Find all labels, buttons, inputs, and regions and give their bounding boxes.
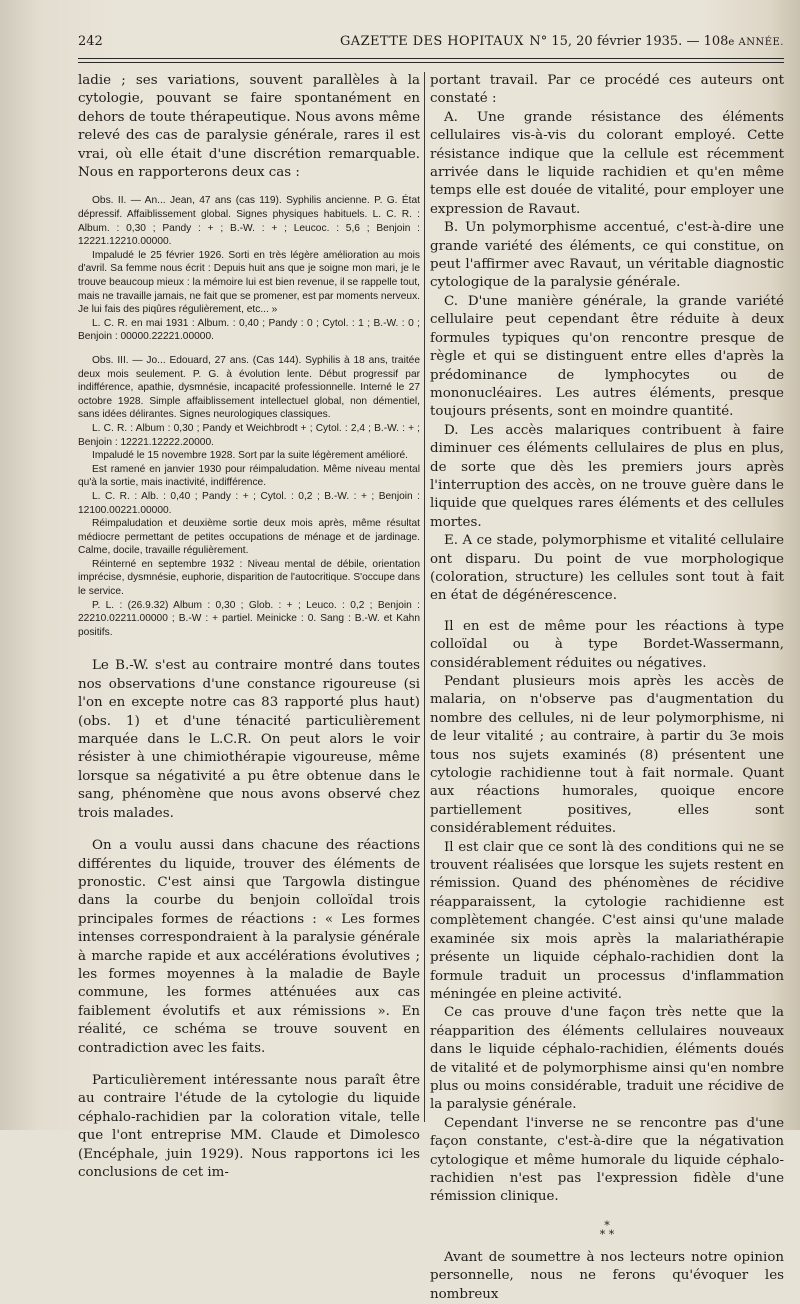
paragraph-r1: portant travail. Par ce procédé ces auteurs ont constaté : <box>430 73 784 107</box>
observation-2-treatment: Impaludé le 25 février 1926. Sorti en très légère amélioration au mois d'avril. Sa femme nous écrit : Depuis huit ans que je soigne mon mari, je le trouve beaucoup mieux : la mémoire lui est bien revenue, il se rappelle tout, mais ne travaille jamais, ne fait que se promener, est par moments nerveux. Je lui fais des piqûres régulièrement, etc... » <box>78 249 421 316</box>
paragraph-inverse: Cependant l'inverse ne se rencontre pas d'une façon constante, c'est-à-dire que la négativation cytologique et même humorale du liquide céphalo-rachidien n'est pas l'expression fidèle d'une rémission clinique. <box>430 1115 784 1205</box>
observation-2-intro: Obs. II. — An... Jean, 47 ans (cas 119). Syphilis ancienne. P. G. État dépressif. Affaiblissement global. Signes physiques habituels. L. C. R. : Album. : 0,30 ; Pandy : + ; B.-W. : + ; Leucoc. : 5,6 ; Benjoin : 12221.12210.00000. <box>78 195 420 248</box>
observation-3-csf-1: L. C. R. : Album : 0,30 ; Pandy et Weichbrodt + ; Cytol. : 2,4 ; B.-W. : + ; Benjoin : 12221.12222.20000. <box>78 422 420 448</box>
observation-3-reimpaludation: Réimpaludation et deuxième sortie deux mois après, même résultat médiocre permettant de petites occupations de ménage et de jardinage. Calme, docile, travaille régulièrement. <box>78 518 420 557</box>
conclusion-c: C. D'une manière générale, la grande variété cellulaire peut cependant être réduite à deux formules typiques qu'on rencontre presque de règle et qui se distinguent entre elles d'après la prédominance de lymphocytes ou de mononucléaires. Les autres éléments, presque toujours présents, sont en moindre quantité. <box>430 293 784 420</box>
observation-3-reinternment: Réinterné en septembre 1932 : Niveau mental de débile, orientation imprécise, dysmnésie, euphorie, disparition de l'autocritique. S'occupe dans le service. <box>78 558 420 598</box>
issue-year: e ANNÉE. <box>728 37 784 48</box>
issue-info <box>529 34 784 49</box>
section-separator-stars: * * * <box>599 1218 615 1241</box>
page-number: 242 <box>78 34 103 49</box>
left-column <box>78 72 420 1182</box>
paragraph-cytologie: Particulièrement intéressante nous paraît être au contraire l'étude de la cytologie du liquide céphalo-rachidien par la coloration vitale, telle que l'ont entreprise MM. Claude et Dimolesco (Encéphale, juin 1929). Nous rapportons ici les conclusions de cet im- <box>78 1072 420 1180</box>
conclusion-a: A. Une grande résistance des éléments cellulaires vis-à-vis du colorant employé. Cette résistance indique que la cellule est récemment arrivée dans le liquide rachidien et qu'en même temps elle est douée de vitalité, pour employer une expression de Ravaut. <box>430 109 784 217</box>
publication-title: GAZETTE DES HOPITAUX <box>340 34 524 49</box>
issue-date: N° 15, 20 février 1935. — 108 <box>529 34 729 49</box>
header-rule-top <box>78 58 784 59</box>
observation-3-treatment: Impaludé le 15 novembre 1928. Sort par la suite légèrement amélioré. <box>92 450 408 462</box>
paragraph-reactions: Il en est de même pour les réactions à type colloïdal ou à type Bordet-Wassermann, considérablement réduites ou négatives. <box>430 618 784 671</box>
observation-3-return: Est ramené en janvier 1930 pour réimpaludation. Même niveau mental qu'à la sortie, mais inactivité, indifférence. <box>78 463 420 489</box>
paragraph-bw-constance: Le B.-W. s'est au contraire montré dans toutes nos observations d'une constance rigoureuse (si l'on en excepte notre cas 83 rapporté plus haut) (obs. 1) et d'une ténacité particulièrement marquée dans le L.C.R. On peut alors le voir résister à une chimiothérapie vigoureuse, même lorsque sa négativité a pu être obtenue dans le sang, phénomène que nous avons observé chez trois malades. <box>78 658 420 821</box>
page-header <box>78 30 784 54</box>
paragraph-pronostic: On a voulu aussi dans chacune des réactions différentes du liquide, trouver des éléments de pronostic. C'est ainsi que Targowla distingue dans la courbe du benjoin colloïdal trois principales formes de réactions : « Les formes intenses correspondraient à la paralysie générale à marche rapide et aux accélérations évolutives ; les formes moyennes à la maladie de Bayle commune, les formes atténuées aux cas faiblement évolutifs et aux rémissions ». En réalité, ce schéma se trouve souvent en contradiction avec les faits. <box>78 838 420 1056</box>
observation-2-csf: L. C. R. en mai 1931 : Album. : 0,40 ; Pandy : 0 ; Cytol. : 1 ; B.-W. : 0 ; Benjoin : 00000.22221.00000. <box>78 317 420 343</box>
paragraph-remission: Il est clair que ce sont là des conditions qui ne se trouvent réalisées que lorsque les sujets restent en rémission. Quand des phénomènes de récidive réapparaissent, la cytologie rachidienne est complètement changée. C'est ainsi qu'une malade examinée six mois après la malariathérapie présente un liquide céphalo-rachidien dont la formule traduit un processus d'inflammation méningée en pleine activité. <box>430 839 784 1002</box>
header-rule-bottom <box>78 62 784 63</box>
observation-3-intro: Obs. III. — Jo... Edouard, 27 ans. (Cas 144). Syphilis à 18 ans, traitée deux mois seulement. P. G. à évolution lente. Début progressif par indifférence, apathie, dysmnésie, incapacité professionnelle. Interné le 27 octobre 1928. Simple affaiblissement intellectuel global, non démentiel, sans idées délirantes. Signes neurologiques classiques. <box>78 354 420 421</box>
paragraph-l1: ladie ; ses variations, souvent parallèles à la cytologie, pouvant se faire spontanément en dehors de toute thérapeutique. Nous avons même relevé des cas de paralysie générale, rares il est vrai, où elle était d'une discrétion remarquable. Nous en rapporterons deux cas : <box>78 73 420 181</box>
column-divider <box>424 72 425 1122</box>
observation-3-csf-2: L. C. R. : Alb. : 0,40 ; Pandy : + ; Cytol. : 0,2 ; B.-W. : + ; Benjoin : 12100.00221.00000. <box>78 490 420 516</box>
right-column <box>430 72 784 1304</box>
paragraph-malaria: Pendant plusieurs mois après les accès de malaria, on n'observe pas d'augmentation du nombre des cellules, ni de leur polymorphisme, ni de leur vitalité ; au contraire, à partir du 3e mois tous nos sujets examinés (8) présentent une cytologie rachidienne tout à fait normale. Quant aux réactions humorales, quoique encore partiellement positives, elles sont considérablement réduites. <box>430 674 784 837</box>
conclusion-e: E. A ce stade, polymorphisme et vitalité cellulaire ont disparu. Du point de vue morphologique (coloration, structure) les cellules sont tout à fait en état de dégénérescence. <box>430 533 784 604</box>
conclusion-b: B. Un polymorphisme accentué, c'est-à-dire une grande variété des éléments, ce qui constitue, on peut l'affirmer avec Ravaut, un véritable diagnostic cytologique de la paralysie générale. <box>430 220 784 291</box>
paragraph-recidive: Ce cas prouve d'une façon très nette que la réapparition des éléments cellulaires nouveaux dans le liquide céphalo-rachidien, éléments doués de vitalité et de polymorphisme ainsi qu'en nombre plus ou moins considérable, traduit une récidive de la paralysie générale. <box>430 1005 784 1113</box>
observation-3-puncture: P. L. : (26.9.32) Album : 0,30 ; Glob. : + ; Leuco. : 0,2 ; Benjoin : 22210.02211.00000 ; B.-W : + partiel. Meinicke : 0. Sang : B.-W. et Kahn positifs. <box>78 599 420 638</box>
conclusion-d: D. Les accès malariques contribuent à faire diminuer ces éléments cellulaires de plus en plus, de sorte que dès les premiers jours après l'interruption des accès, on ne trouve guère dans le liquide que quelques rares éléments et des cellules mortes. <box>430 422 784 530</box>
paragraph-opinion: Avant de soumettre à nos lecteurs notre opinion personnelle, nous ne ferons qu'évoquer les nombreux <box>430 1249 784 1302</box>
